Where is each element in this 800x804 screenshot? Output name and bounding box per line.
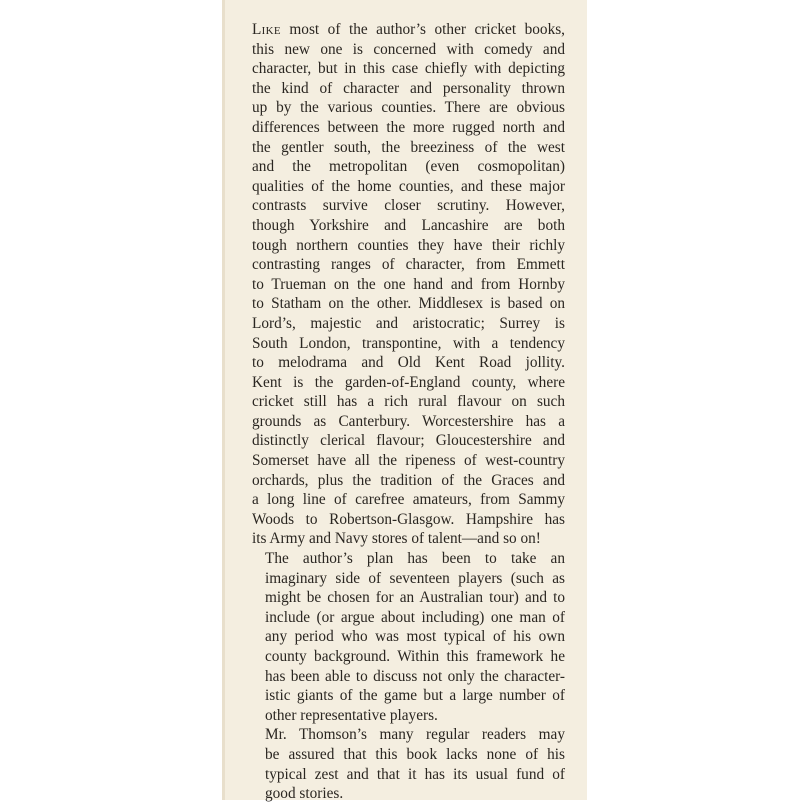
- text-line: Like most of the author’s other cricket books,: [252, 21, 565, 38]
- text-line: to melodrama and Old Kent Road jollity.: [252, 354, 565, 372]
- text-line: imaginary side of seventeen players (such as: [265, 569, 565, 587]
- text-line: The author’s plan has been to take an: [265, 550, 565, 568]
- text-line: orchards, plus the tradition of the Graces and: [252, 471, 565, 489]
- text-line: character, but in this case chiefly with depicting: [252, 60, 565, 78]
- text-line: might be chosen for an Australian tour) and to: [265, 589, 565, 607]
- text-line: good stories.: [265, 785, 344, 803]
- paragraph-1: [252, 20, 565, 549]
- text-line: South London, transpontine, with a tendency: [252, 334, 565, 352]
- text-line: qualities of the home counties, and these major: [252, 177, 565, 195]
- text-line: Woods to Robertson-Glasgow. Hampshire has: [252, 510, 565, 528]
- text-line: Somerset have all the ripeness of west-country: [252, 452, 565, 470]
- text-line: tough northern counties they have their richly: [252, 236, 565, 254]
- text-line: to Trueman on the one hand and from Hornby: [252, 275, 565, 293]
- text-line: differences between the more rugged north and: [252, 118, 565, 136]
- text-line: though Yorkshire and Lancashire are both: [252, 216, 565, 234]
- text-line: up by the various counties. There are obvious: [252, 99, 565, 117]
- text-line: istic giants of the game but a large number of: [265, 687, 565, 705]
- text-line: county background. Within this framework he: [265, 648, 565, 665]
- text-line: Lord’s, majestic and aristocratic; Surrey is: [252, 314, 565, 332]
- blurb-text: [252, 20, 565, 804]
- text-line: grounds as Canterbury. Worcestershire has a: [252, 412, 565, 430]
- text-line: Kent is the garden-of-England county, where: [252, 373, 565, 391]
- text-line: contrasts survive closer scrutiny. However,: [252, 197, 565, 215]
- text-line: this new one is concerned with comedy and: [252, 40, 565, 58]
- text-line: to Statham on the other. Middlesex is based on: [252, 295, 565, 313]
- text-line: the kind of character and personality thrown: [252, 79, 565, 97]
- text-line: be assured that this book lacks none of his: [265, 745, 565, 763]
- paragraph-3: [252, 725, 565, 803]
- text-line: other representative players.: [265, 706, 438, 724]
- text-line: contrasting ranges of character, from Emmett: [252, 256, 565, 274]
- text-line: its Army and Navy stores of talent—and so on!: [252, 530, 541, 548]
- text-line: cricket still has a rich rural flavour on such: [252, 393, 565, 411]
- flap-edge: [222, 0, 225, 800]
- text-line: any period who was most typical of his own: [265, 628, 565, 646]
- text-line: has been able to discuss not only the character-: [265, 667, 565, 685]
- text-line: Mr. Thomson’s many regular readers may: [265, 726, 565, 744]
- text-line: include (or argue about including) one man of: [265, 608, 565, 626]
- text-line: a long line of carefree amateurs, from Sammy: [252, 491, 565, 509]
- text-line: typical zest and that it has its usual fund of: [265, 765, 565, 783]
- paragraph-2: [252, 549, 565, 725]
- text-line: distinctly clerical flavour; Gloucestershire and: [252, 432, 565, 450]
- text-line: the gentler south, the breeziness of the west: [252, 138, 565, 156]
- text-line: and the metropolitan (even cosmopolitan): [252, 158, 565, 176]
